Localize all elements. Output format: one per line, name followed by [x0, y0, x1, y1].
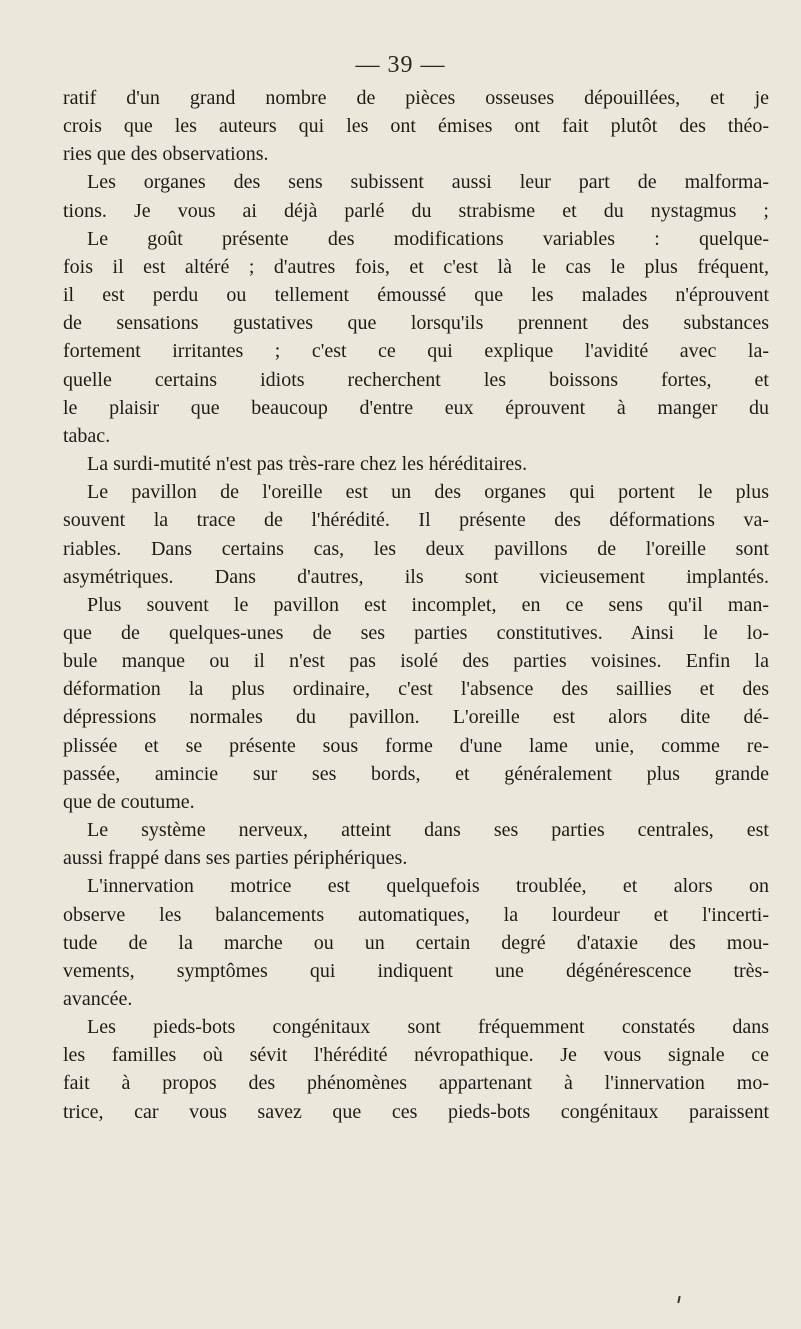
text-line: vements, symptômes qui indiquent une dégénérescence très-	[63, 959, 769, 982]
text-line: observe les balancements automatiques, la lourdeur et l'incerti-	[63, 903, 769, 926]
text-line: il est perdu ou tellement émoussé que les malades n'éprouvent	[63, 284, 769, 307]
text-line: le plaisir que beaucoup d'entre eux éprouvent à manger du	[63, 396, 769, 419]
text-line: bule manque ou il n'est pas isolé des parties voisines. Enfin la	[63, 650, 769, 673]
page-number: — 39 —	[355, 52, 446, 78]
text-line: Les organes des sens subissent aussi leur part de malforma-	[87, 171, 769, 194]
text-line: tude de la marche ou un certain degré d'ataxie des mou-	[63, 931, 769, 954]
text-line: dépressions normales du pavillon. L'oreille est alors dite dé-	[63, 706, 769, 729]
text-line: L'innervation motrice est quelquefois troublée, et alors on	[87, 875, 769, 898]
text-line: fait à propos des phénomènes appartenant à l'innervation mo-	[63, 1072, 769, 1095]
text-line: les familles où sévit l'hérédité névropathique. Je vous signale ce	[63, 1044, 769, 1067]
text-line: Le goût présente des modifications variables : quelque-	[87, 227, 769, 250]
text-line: Le système nerveux, atteint dans ses parties centrales, est	[87, 819, 769, 842]
text-line: avancée.	[63, 988, 133, 1010]
text-line: souvent la trace de l'hérédité. Il présente des déformations va-	[63, 509, 769, 532]
text-line: ries que des observations.	[63, 143, 269, 166]
text-line: Le pavillon de l'oreille est un des organes qui portent le plus	[87, 481, 769, 504]
text-line: plissée et se présente sous forme d'une lame unie, comme re-	[63, 734, 769, 757]
text-line: que de quelques-unes de ses parties constitutives. Ainsi le lo-	[63, 621, 769, 644]
text-line: aussi frappé dans ses parties périphériques.	[63, 847, 408, 870]
text-line: Plus souvent le pavillon est incomplet, en ce sens qu'il man-	[87, 593, 769, 616]
text-line: ratif d'un grand nombre de pièces osseuses dépouillées, et je	[63, 87, 769, 109]
text-line: de sensations gustatives que lorsqu'ils prennent des substances	[63, 312, 769, 335]
text-line: trice, car vous savez que ces pieds-bots congénitaux paraissent	[63, 1100, 769, 1123]
ink-speck	[677, 1296, 680, 1303]
text-line: déformation la plus ordinaire, c'est l'absence des saillies et des	[63, 678, 769, 701]
text-line: riables. Dans certains cas, les deux pavillons de l'oreille sont	[63, 537, 769, 560]
text-line: tabac.	[63, 424, 111, 447]
text-line: Les pieds-bots congénitaux sont fréquemment constatés dans	[87, 1016, 769, 1039]
text-line: tions. Je vous ai déjà parlé du strabisme et du nystagmus ;	[63, 199, 769, 222]
text-line: asymétriques. Dans d'autres, ils sont vicieusement implantés.	[63, 565, 769, 588]
text-line: quelle certains idiots recherchent les boissons fortes, et	[63, 368, 769, 391]
text-line: fois il est altéré ; d'autres fois, et c'est là le cas le plus fréquent,	[63, 255, 769, 278]
text-line: crois que les auteurs qui les ont émises ont fait plutôt des théo-	[63, 115, 769, 138]
text-line: fortement irritantes ; c'est ce qui explique l'avidité avec la-	[63, 340, 769, 363]
text-line: La surdi-mutité n'est pas très-rare chez les héréditaires.	[87, 453, 528, 476]
text-line: que de coutume.	[63, 790, 195, 813]
text-line: passée, amincie sur ses bords, et généralement plus grande	[63, 762, 769, 785]
body-text	[63, 84, 769, 1126]
